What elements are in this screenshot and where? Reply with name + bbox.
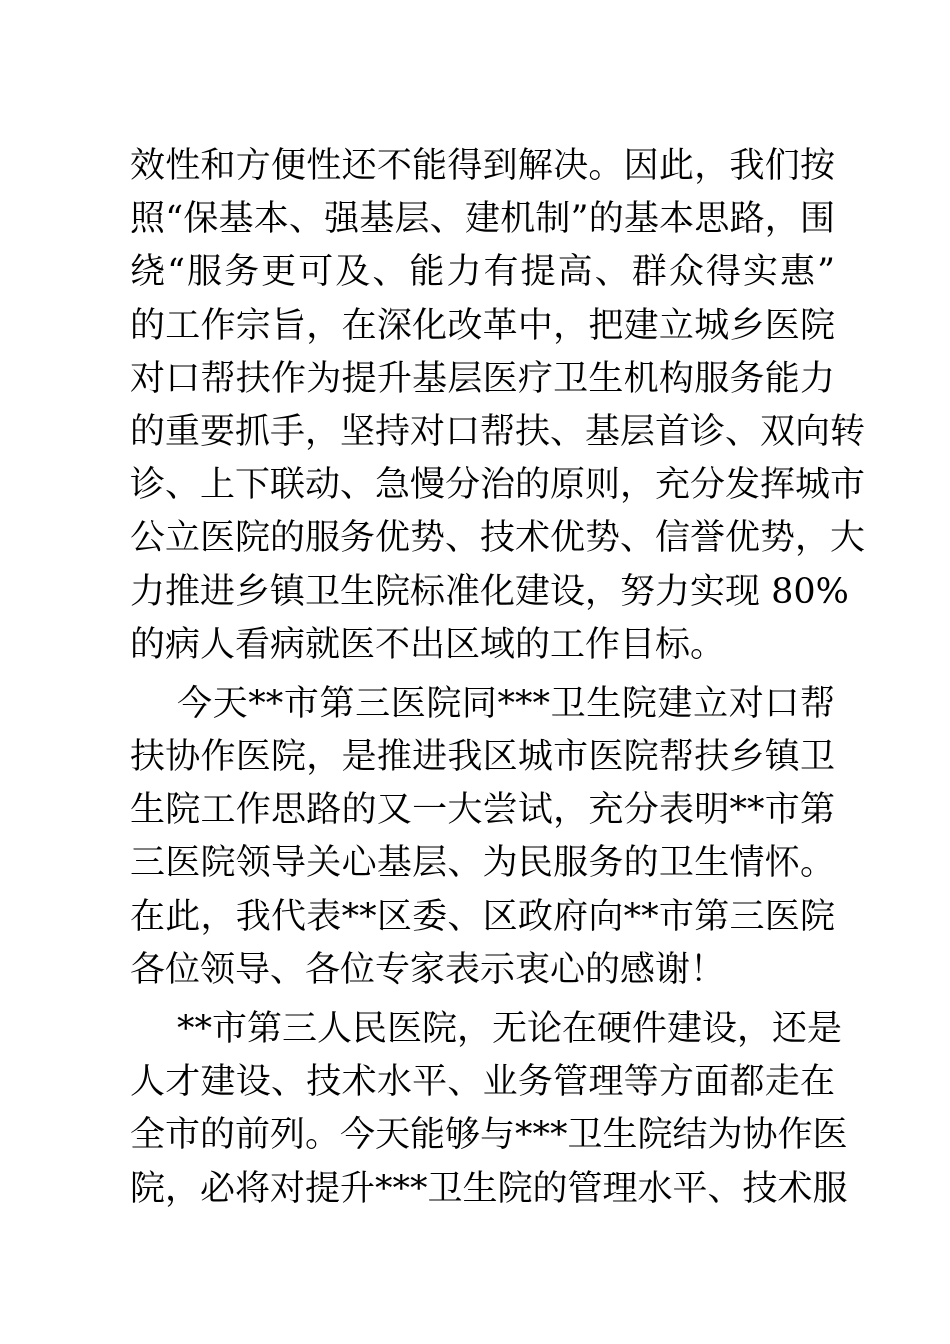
text-line: 各位领导、各位专家表示衷心的感谢！ [130, 949, 726, 990]
text-line: 全市的前列。今天能够与***卫生院结为协作医 [130, 1115, 848, 1156]
text-line: 的工作宗旨，在深化改革中，把建立城乡医院 [130, 305, 835, 346]
text-line: 三医院领导关心基层、为民服务的卫生情怀。 [130, 843, 835, 884]
text-line: 的病人看病就医不出区域的工作目标。 [130, 624, 726, 665]
text-line: 人才建设、技术水平、业务管理等方面都走在 [130, 1062, 835, 1103]
text-line: 院，必将对提升***卫生院的管理水平、技术服 [130, 1168, 848, 1209]
text-line: 的重要抓手，坚持对口帮扶、基层首诊、双向转 [130, 411, 866, 452]
text-line: 绕“服务更可及、能力有提高、群众得实惠” [130, 252, 835, 293]
text-line: 公立医院的服务优势、技术优势、信誉优势，大 [130, 518, 866, 559]
text-line: 对口帮扶作为提升基层医疗卫生机构服务能力 [130, 358, 835, 399]
text-line: 力推进乡镇卫生院标准化建设，努力实现 80% [130, 571, 849, 612]
text-line: 诊、上下联动、急慢分治的原则，充分发挥城市 [130, 465, 866, 506]
text-line: 在此，我代表**区委、区政府向**市第三医院 [130, 896, 835, 937]
paragraph-3 [130, 1003, 848, 1216]
text-line: 生院工作思路的又一大尝试，充分表明**市第 [130, 790, 835, 831]
text-line: **市第三人民医院，无论在硬件建设，还是 [177, 1009, 843, 1049]
text-line: 效性和方便性还不能得到解决。因此，我们按 [130, 146, 835, 186]
text-line: 今天**市第三医院同***卫生院建立对口帮 [177, 683, 835, 724]
text-line: 扶协作医院，是推进我区城市医院帮扶乡镇卫 [130, 737, 835, 778]
paragraph-1 [130, 140, 866, 672]
paragraph-2 [130, 678, 835, 997]
text-line: 照“保基本、强基层、建机制”的基本思路，围 [130, 199, 835, 240]
document-body [130, 140, 866, 1216]
